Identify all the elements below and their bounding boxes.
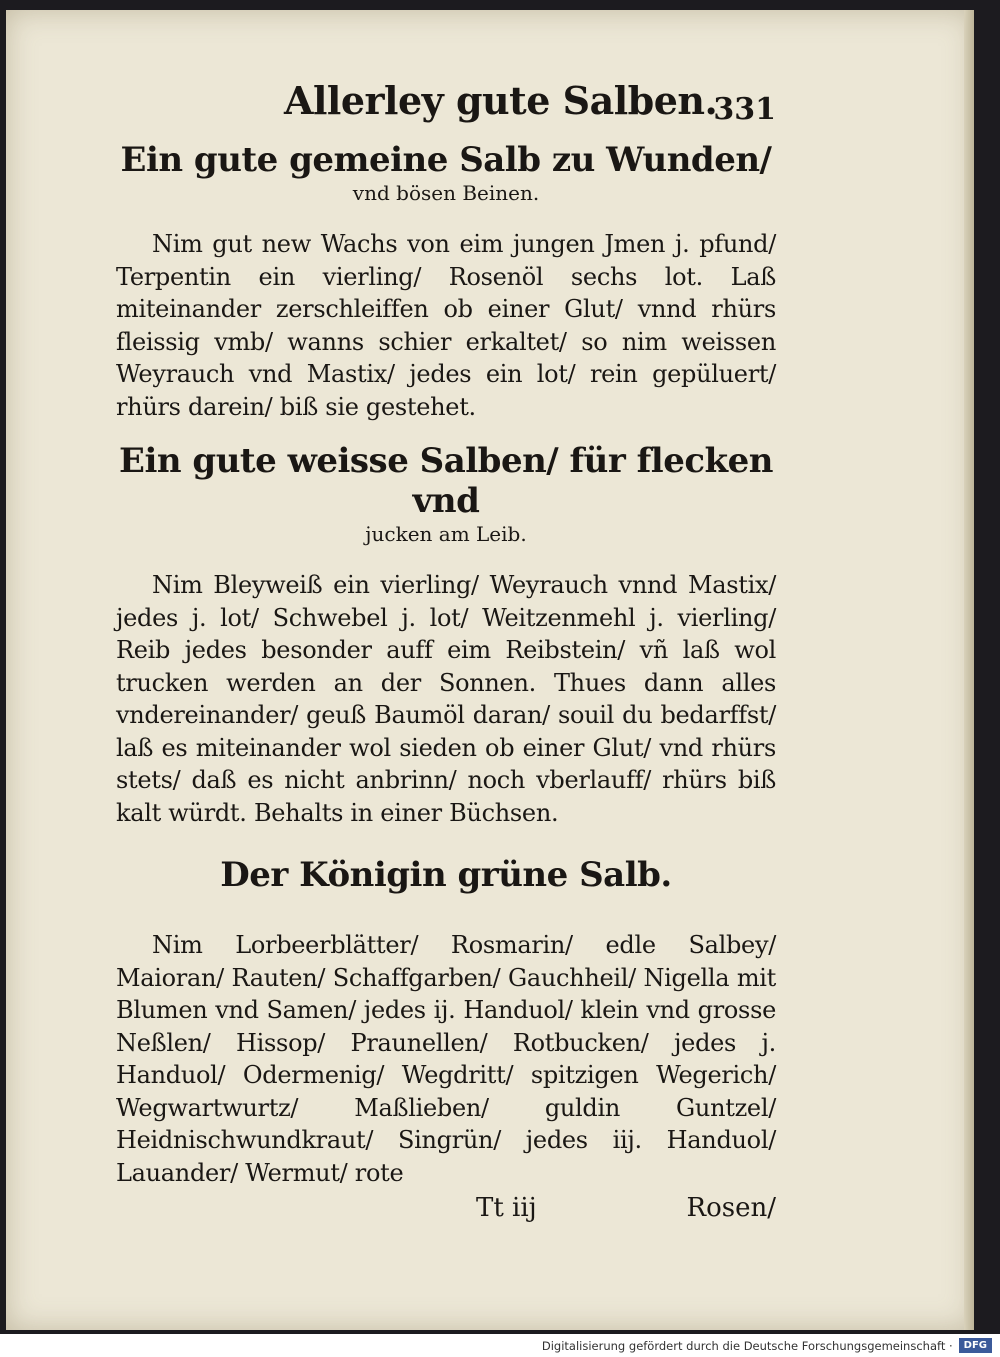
running-title: Allerley gute Salben. xyxy=(284,78,718,123)
signature-mark: Tt iij xyxy=(476,1193,537,1223)
book-page xyxy=(6,10,974,1330)
section-subheading-1: vnd bösen Beinen. xyxy=(352,181,540,205)
section-paragraph-2: Nim Bleyweiß ein vierling/ Weyrauch vnnd Mastix/ jedes j. lot/ Schwebel j. lot/ Weitzenmehl j. vierling/ Reib jedes besonder auff eim Reibstein/ vñ laß wol trucken werden an der Sonnen. Thues dann alles vndereinander/ geuß Baumöl daran/ souil du bedarffst/ laß es miteinander wol sieden ob einer Glut/ vnd rhürs stets/ daß es nicht anbrinn/ noch vberlauff/ rhürs biß kalt würdt. Behalts in einer Büchsen. xyxy=(116,571,776,827)
section-heading-1: Ein gute gemeine Salb zu Wunden/ xyxy=(120,140,772,180)
catchword: Rosen/ xyxy=(686,1193,776,1223)
funding-notice: Digitalisierung gefördert durch die Deutsche Forschungsgemeinschaft · xyxy=(541,1338,953,1353)
section-paragraph-1: Nim gut new Wachs von eim jungen Jmen j. pfund/ Terpentin ein vierling/ Rosenöl sechs lot. Laß miteinander zerschleiffen ob einer Glut/ vnnd rhürs fleissig vmb/ wanns schier erkaltet/ so nim weissen Weyrauch vnd Mastix/ jedes ein lot/ rein gepüluert/ rhürs darein/ biß sie gestehet. xyxy=(116,230,776,421)
page-number: 331 xyxy=(713,92,776,127)
section-paragraph-3: Nim Lorbeerblätter/ Rosmarin/ edle Salbey/ Maioran/ Rauten/ Schaffgarben/ Gauchheil/ Nigella mit Blumen vnd Samen/ jedes ij. Handuol/ klein vnd grosse Neßlen/ Hissop/ Praunellen/ Rotbucken/ jedes j. Handuol/ Odermenig/ Wegdritt/ spitzigen Wegerich/ Wegwartwurtz/ Maßlieben/ guldin Guntzel/ Heidnischwundkraut/ Singrün/ jedes iij. Handuol/ Lauander/ Wermut/ rote xyxy=(116,931,776,1187)
section-subheading-2: jucken am Leib. xyxy=(365,522,527,546)
dfg-logo-icon[interactable]: DFG xyxy=(959,1338,992,1353)
text-block xyxy=(116,70,776,1227)
running-head xyxy=(116,70,776,140)
section-heading-2: Ein gute weisse Salben/ für flecken vnd xyxy=(119,441,773,521)
section-heading-3: Der Königin grüne Salb. xyxy=(220,855,672,895)
page-edge xyxy=(964,10,974,1330)
catch-line xyxy=(116,1193,776,1227)
digitization-footer xyxy=(0,1334,1000,1357)
